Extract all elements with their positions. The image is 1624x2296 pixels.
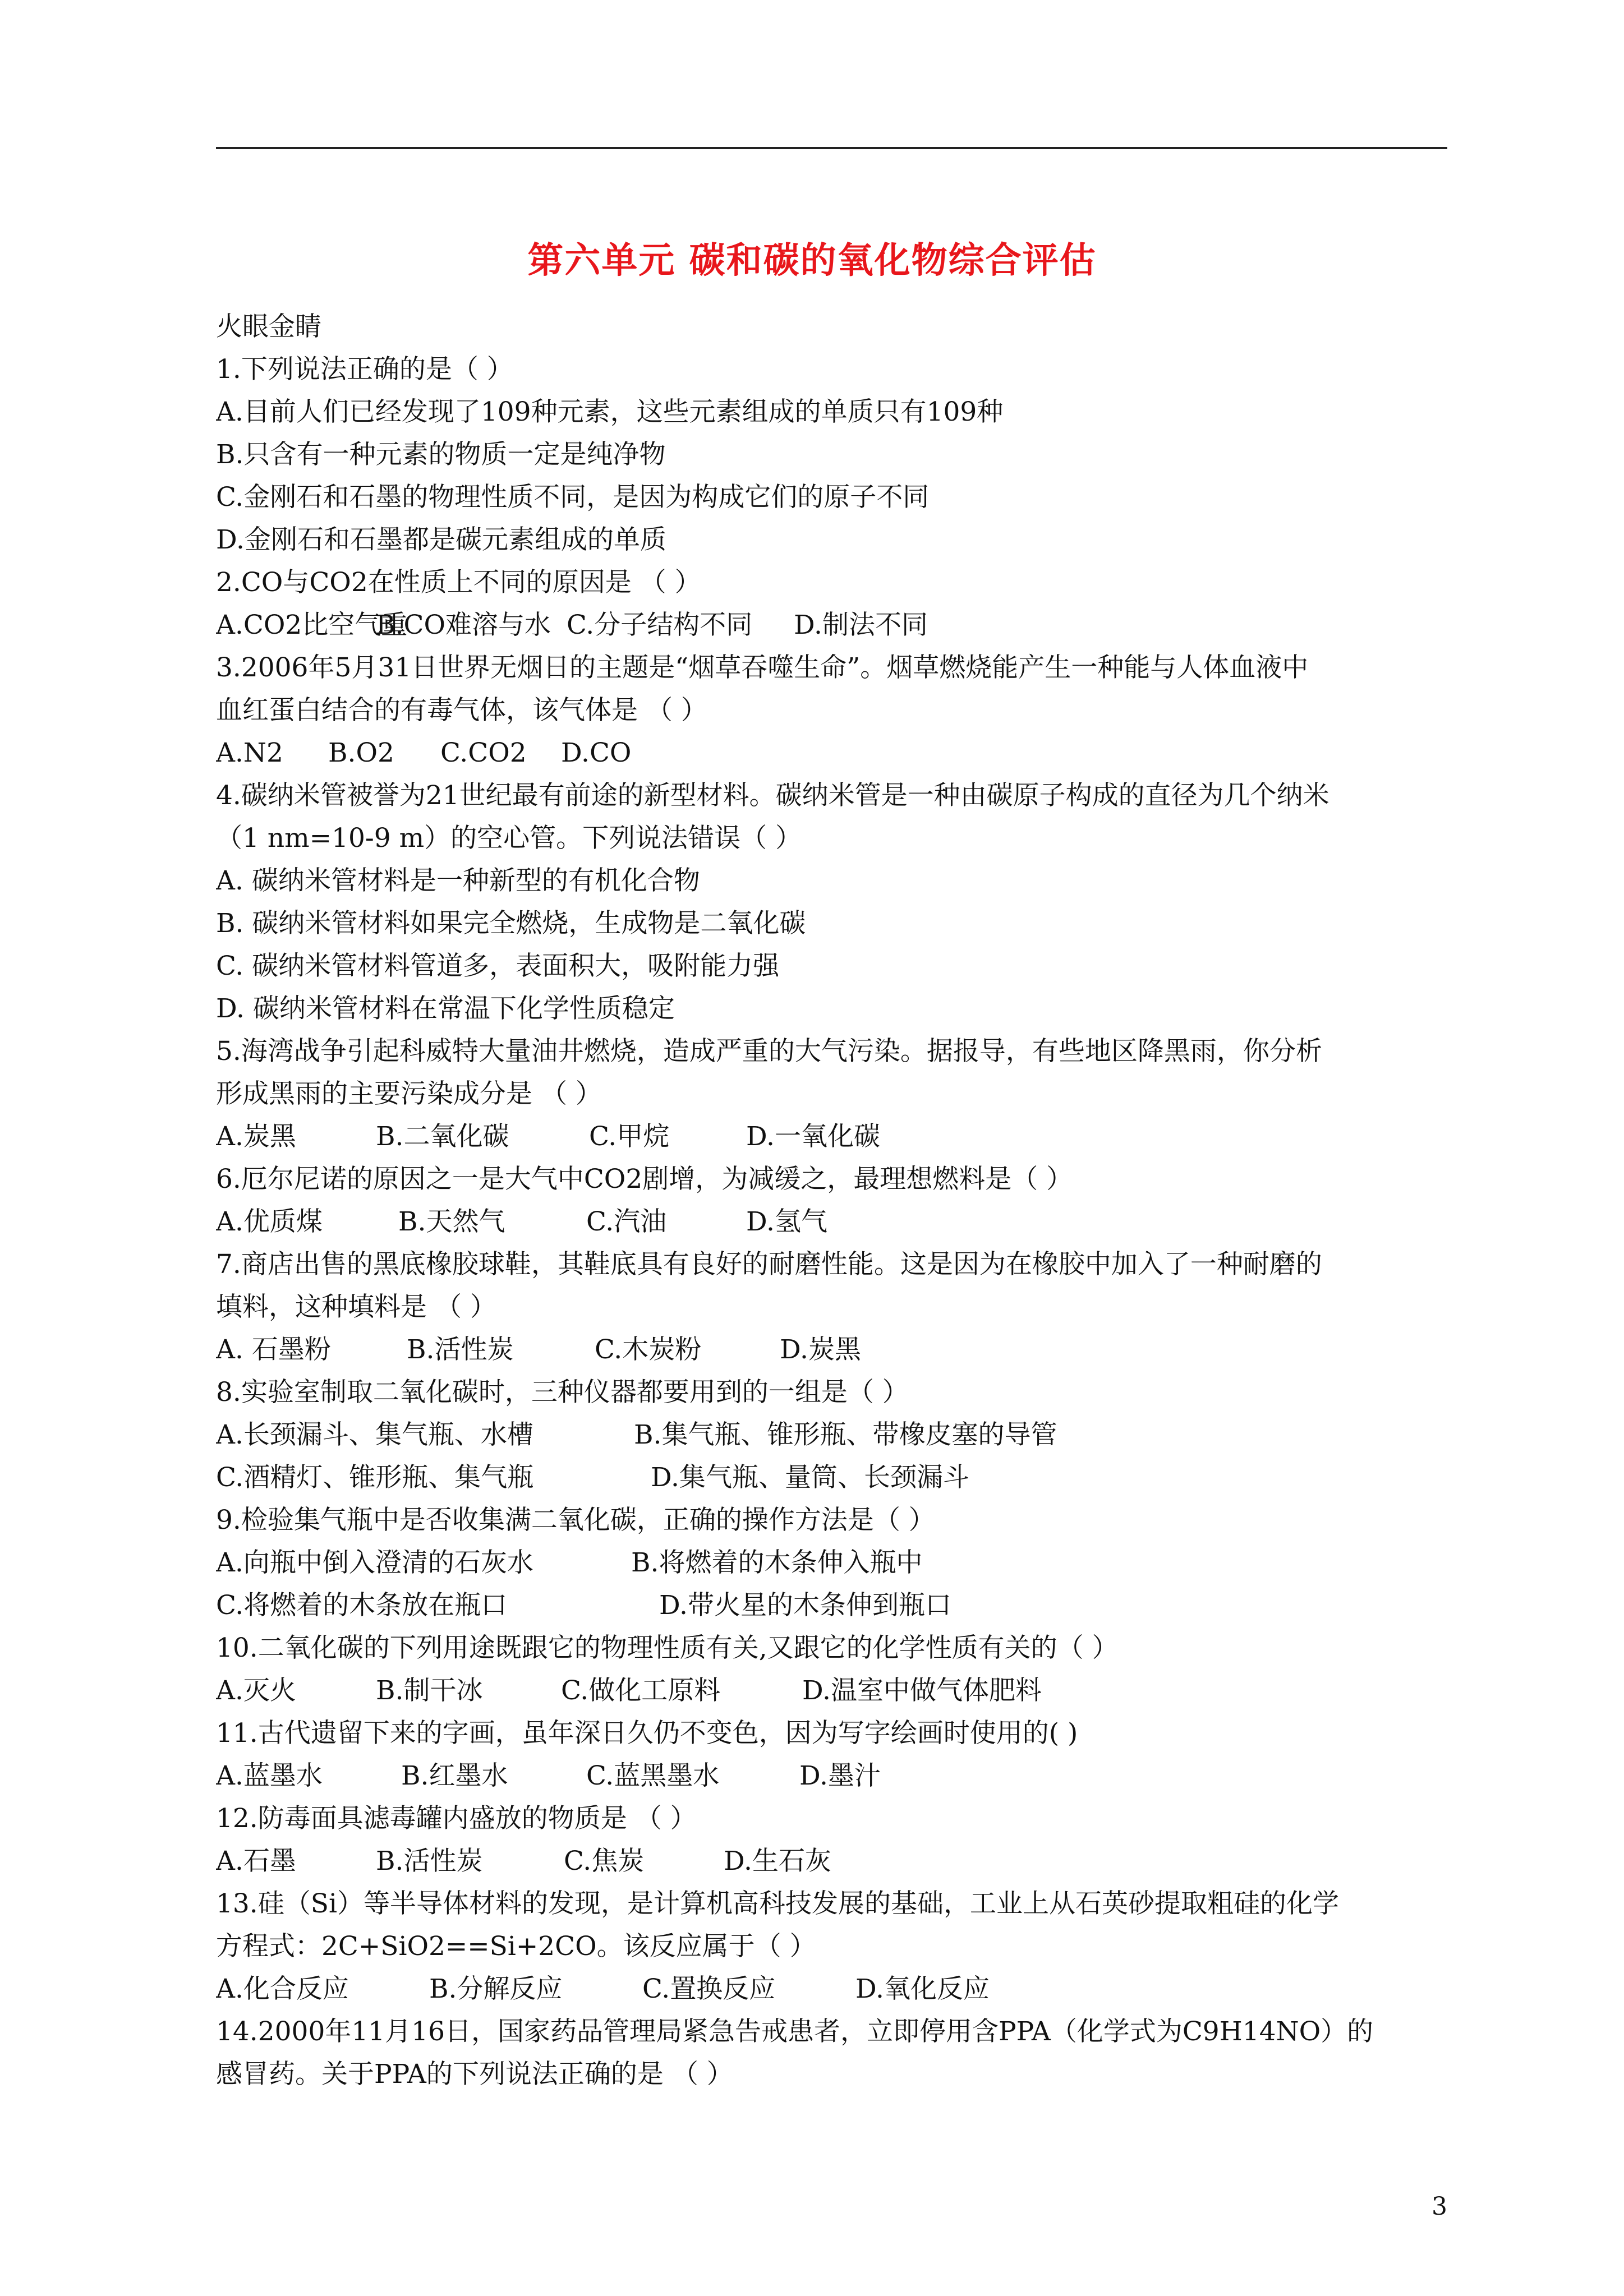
question-11-option-a: A.蓝墨水	[216, 1760, 323, 1791]
question-9-stem: 9.检验集气瓶中是否收集满二氧化碳，正确的操作方法是（ ）	[216, 1505, 935, 1536]
question-11-options	[216, 1755, 1447, 1797]
question-2-options	[216, 604, 1447, 647]
question-2-option-a: A.CO2比空气重	[216, 610, 408, 640]
question-1-stem: 1.下列说法正确的是（ ）	[216, 354, 513, 385]
question-3-option-c: C.CO2	[440, 737, 527, 768]
question-3-option-d: D.CO	[561, 737, 632, 768]
question-1-option-a: A.目前人们已经发现了109种元素，这些元素组成的单质只有109种	[216, 397, 1004, 427]
question-8-option-b: B.集气瓶、锥形瓶、带橡皮塞的导管	[634, 1419, 1057, 1450]
question-3-stem-line-2: 血红蛋白结合的有毒气体，该气体是 （ ）	[216, 695, 707, 726]
question-9-options-ab	[216, 1542, 1447, 1584]
question-8-option-d: D.集气瓶、量筒、长颈漏斗	[651, 1462, 969, 1493]
question-3-options	[216, 732, 1447, 774]
question-2-option-c: C.分子结构不同	[567, 610, 753, 640]
question-6-option-d: D.氢气	[746, 1206, 827, 1237]
question-10-option-a: A.灭火	[216, 1675, 296, 1706]
question-1-option-b: B.只含有一种元素的物质一定是纯净物	[216, 439, 666, 470]
question-10-stem: 10.二氧化碳的下列用途既跟它的物理性质有关,又跟它的化学性质有关的（ ）	[216, 1633, 1119, 1663]
question-4-option-a: A. 碳纳米管材料是一种新型的有机化合物	[216, 865, 700, 896]
question-4-option-b: B. 碳纳米管材料如果完全燃烧，生成物是二氧化碳	[216, 908, 806, 939]
question-4-option-d: D. 碳纳米管材料在常温下化学性质稳定	[216, 993, 675, 1024]
question-1-option-d: D.金刚石和石墨都是碳元素组成的单质	[216, 524, 666, 555]
question-6-options	[216, 1201, 1447, 1243]
question-11-option-d: D.墨汁	[799, 1760, 881, 1791]
question-8-options-cd	[216, 1456, 1447, 1499]
question-5-stem-line-2: 形成黑雨的主要污染成分是 （ ）	[216, 1078, 602, 1109]
question-14-stem-line-1: 14.2000年11月16日，国家药品管理局紧急告戒患者，立即停用含PPA（化学式为C9H14NO）的	[216, 2016, 1374, 2047]
question-7-options	[216, 1329, 1447, 1371]
question-7-option-c: C.木炭粉	[595, 1334, 702, 1365]
question-12-options	[216, 1840, 1447, 1883]
question-13-option-d: D.氧化反应	[855, 1974, 990, 2004]
question-4-option-c: C. 碳纳米管材料管道多，表面积大，吸附能力强	[216, 951, 780, 981]
question-6-stem: 6.厄尔尼诺的原因之一是大气中CO2剧增，为减缓之，最理想燃料是（ ）	[216, 1164, 1073, 1195]
question-12-option-a: A.石墨	[216, 1846, 296, 1877]
question-6-option-c: C.汽油	[586, 1206, 667, 1237]
question-7-option-a: A. 石墨粉	[216, 1334, 331, 1365]
question-13-stem-line-2: 方程式：2C+SiO2==Si+2CO。该反应属于（ ）	[216, 1931, 816, 1962]
page-title: 第六单元 碳和碳的氧化物综合评估	[527, 240, 1097, 282]
question-2-stem: 2.CO与CO2在性质上不同的原因是 （ ）	[216, 567, 701, 598]
question-2-option-d: D.制法不同	[794, 610, 928, 640]
question-7-option-b: B.活性炭	[407, 1334, 514, 1365]
question-10-option-c: C.做化工原料	[561, 1675, 721, 1706]
header-rule	[216, 147, 1447, 149]
question-11-option-c: C.蓝黑墨水	[586, 1760, 720, 1791]
question-4-stem-line-1: 4.碳纳米管被誉为21世纪最有前途的新型材料。碳纳米管是一种由碳原子构成的直径为几个纳米	[216, 780, 1329, 811]
question-5-option-b: B.二氧化碳	[376, 1121, 509, 1152]
question-8-option-a: A.长颈漏斗、集气瓶、水槽	[216, 1419, 533, 1450]
question-3-option-b: B.O2	[328, 737, 394, 768]
question-12-option-c: C.焦炭	[564, 1846, 645, 1877]
question-5-options	[216, 1115, 1447, 1158]
section-heading: 火眼金睛	[216, 311, 321, 342]
question-13-option-a: A.化合反应	[216, 1974, 349, 2004]
question-9-option-a: A.向瓶中倒入澄清的石灰水	[216, 1547, 533, 1578]
question-5-option-a: A.炭黑	[216, 1121, 296, 1152]
question-5-option-c: C.甲烷	[589, 1121, 670, 1152]
question-12-option-d: D.生石灰	[724, 1846, 831, 1877]
question-10-option-b: B.制干冰	[376, 1675, 483, 1706]
question-10-option-d: D.温室中做气体肥料	[802, 1675, 1042, 1706]
question-9-option-c: C.将燃着的木条放在瓶口	[216, 1590, 508, 1621]
question-7-stem-line-1: 7.商店出售的黑底橡胶球鞋，其鞋底具有良好的耐磨性能。这是因为在橡胶中加入了一种耐磨的	[216, 1249, 1322, 1280]
question-13-option-b: B.分解反应	[429, 1974, 563, 2004]
question-13-option-c: C.置换反应	[642, 1974, 776, 2004]
question-10-options	[216, 1670, 1447, 1712]
question-3-stem-line-1: 3.2006年5月31日世界无烟日的主题是“烟草吞噬生命”。烟草燃烧能产生一种能与人体血液中	[216, 652, 1309, 683]
question-4-stem-line-2: （1 nm=10-9 m）的空心管。下列说法错误（ ）	[216, 823, 802, 854]
question-9-options-cd	[216, 1584, 1447, 1627]
question-5-stem-line-1: 5.海湾战争引起科威特大量油井燃烧，造成严重的大气污染。据报导，有些地区降黑雨，你分析	[216, 1036, 1322, 1067]
question-6-option-a: A.优质煤	[216, 1206, 323, 1237]
question-5-option-d: D.一氧化碳	[746, 1121, 880, 1152]
question-9-option-b: B.将燃着的木条伸入瓶中	[631, 1547, 923, 1578]
question-8-option-c: C.酒精灯、锥形瓶、集气瓶	[216, 1462, 534, 1493]
question-2-option-b: B.CO难溶与水	[376, 610, 551, 640]
question-6-option-b: B.天然气	[398, 1206, 505, 1237]
question-12-option-b: B.活性炭	[376, 1846, 483, 1877]
question-11-stem: 11.古代遗留下来的字画，虽年深日久仍不变色，因为写字绘画时使用的( )	[216, 1718, 1078, 1749]
question-13-options	[216, 1968, 1447, 2011]
question-11-option-b: B.红墨水	[401, 1760, 508, 1791]
question-7-option-d: D.炭黑	[780, 1334, 861, 1365]
question-8-options-ab	[216, 1414, 1447, 1456]
document-body	[216, 306, 1447, 2096]
question-14-stem-line-2: 感冒药。关于PPA的下列说法正确的是 （ ）	[216, 2059, 733, 2090]
question-8-stem: 8.实验室制取二氧化碳时，三种仪器都要用到的一组是（ ）	[216, 1377, 909, 1408]
question-9-option-d: D.带火星的木条伸到瓶口	[659, 1590, 951, 1621]
page-number: 3	[1432, 2192, 1447, 2221]
question-7-stem-line-2: 填料，这种填料是 （ ）	[216, 1292, 496, 1322]
question-3-option-a: A.N2	[216, 737, 283, 768]
question-1-option-c: C.金刚石和石墨的物理性质不同，是因为构成它们的原子不同	[216, 482, 930, 513]
question-12-stem: 12.防毒面具滤毒罐内盛放的物质是 （ ）	[216, 1803, 697, 1834]
question-13-stem-line-1: 13.硅（Si）等半导体材料的发现，是计算机高科技发展的基础，工业上从石英砂提取粗硅的化学	[216, 1888, 1339, 1919]
